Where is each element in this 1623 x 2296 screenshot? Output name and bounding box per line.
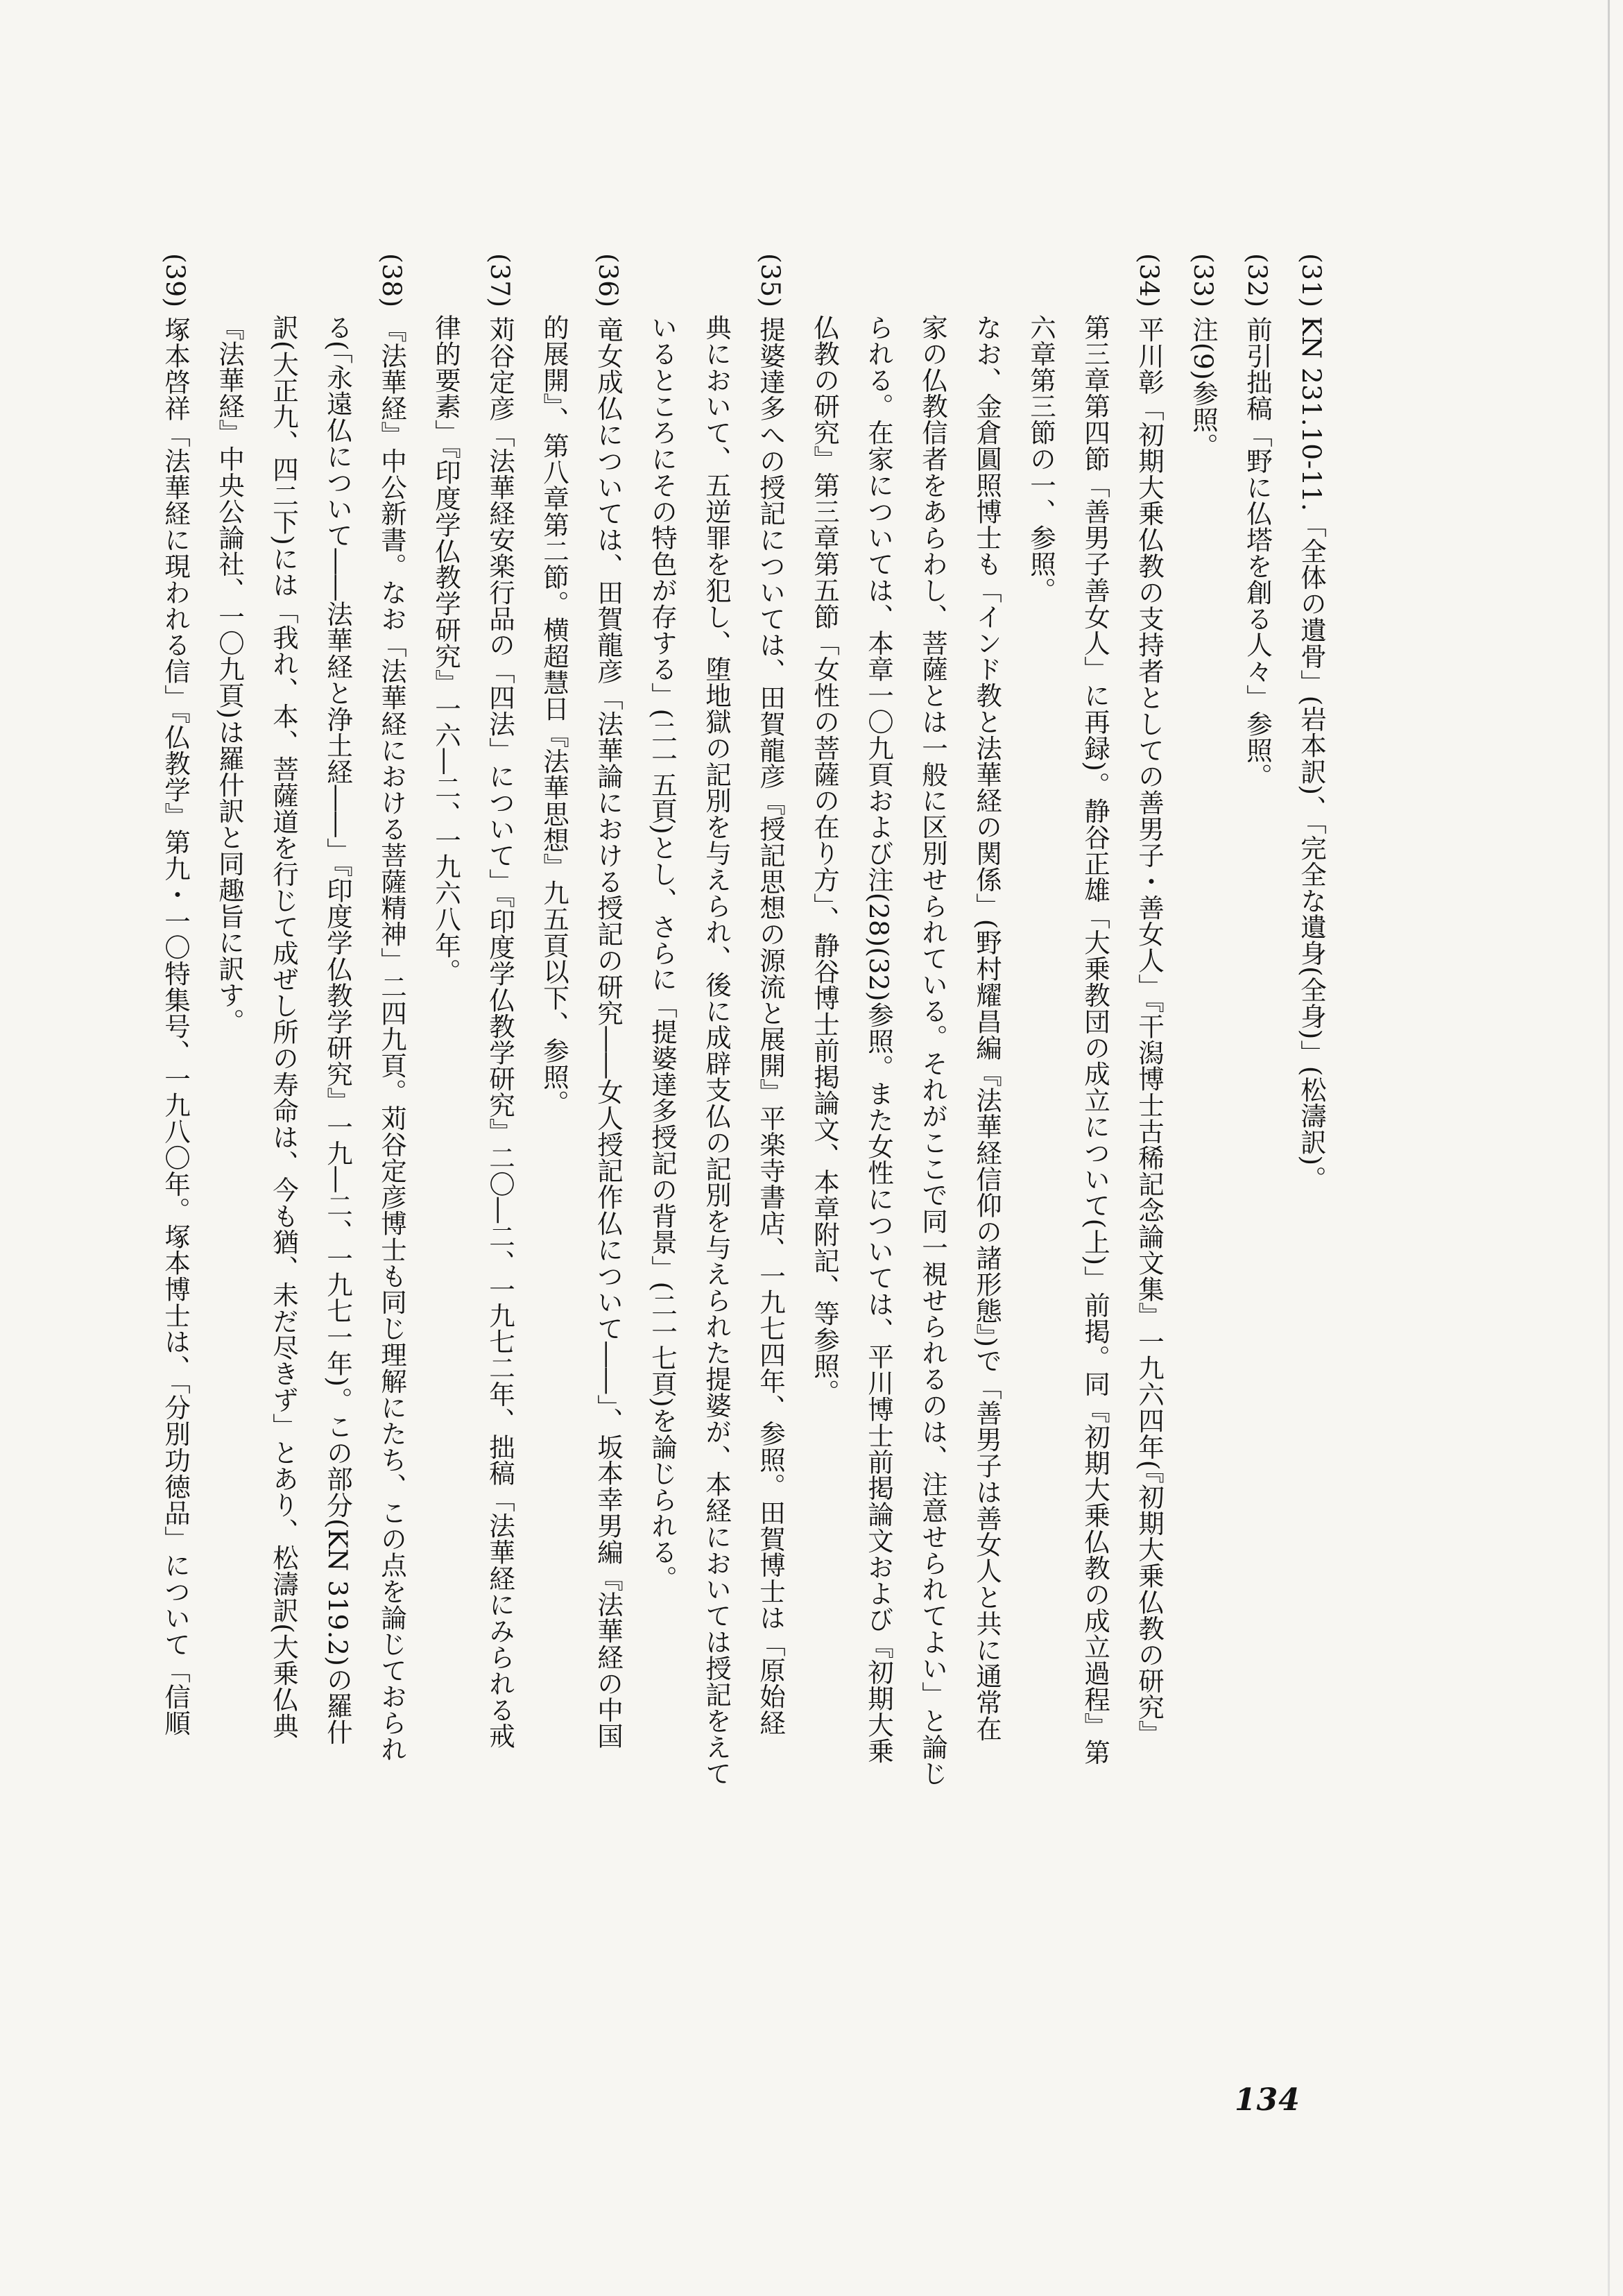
note-line: 『法華経』中央公論社、一〇九頁)は羅什訳と同趣旨に訳す。: [214, 314, 245, 1035]
page-number: 134: [1235, 2082, 1300, 2118]
endnote-31: [1285, 253, 1339, 2126]
endnote-35: [635, 253, 798, 2126]
note-line: 的展開』、第八章第二節。横超慧日『法華思想』九五頁以下、参照。: [539, 314, 569, 1117]
note-line: (36) 竜女成仏については、田賀龍彦「法華論における授記の研究――女人授記作仏について――」、坂本幸男編『法華経の中国: [593, 253, 624, 1749]
note-line: (31) KN 231.10-11.「全体の遺骨」(岩本訳)、「完全な遺身(全身)」(松濤訳)。: [1296, 253, 1327, 1192]
note-line: 家の仏教信者をあらわし、菩薩とは一般に区別せられている。それがここで同一視せられるのは、注意せられてよい」と論じ: [918, 314, 948, 1787]
note-line: いるところにその特色が存する」(二一五頁)とし、さらに「提婆達多授記の背景」(二一七頁)を論じられる。: [647, 314, 678, 1592]
note-line: 仏教の研究』第三章第五節「女性の菩薩の在り方」、静谷博士前掲論文、本章附記、等参照。: [809, 314, 840, 1406]
endnote-34: [798, 253, 1176, 2126]
endnote-32: [1230, 253, 1285, 2126]
note-line: られる。在家については、本章一〇九頁および注(28)(32)参照。また女性については、平川博士前掲論文および『初期大乗: [864, 314, 894, 1765]
endnote-38: [203, 253, 419, 2126]
endnotes-column-block: [132, 253, 1339, 2126]
note-line: 第三章第四節「善男子善女人」に再録)。静谷正雄「大乗教団の成立について(上)」前掲。同『初期大乗仏教の成立過程』第: [1080, 314, 1110, 1765]
endnote-33: [1176, 253, 1230, 2126]
note-line: る(「永遠仏について――法華経と浄土経――」『印度学仏教学研究』一九―二、一九七一年)。この部分(KN 319.2)の羅什: [323, 314, 353, 1746]
page-edge-line: [1608, 0, 1610, 2296]
note-line: (32) 前引拙稿「野に仏塔を創る人々」参照。: [1242, 253, 1273, 790]
note-line: 六章第三節の一、参照。: [1026, 314, 1056, 603]
note-line: (38) 『法華経』中公新書。なお「法華経における菩薩精神」二四九頁。苅谷定彦博士も同じ理解にたち、この点を論じておられ: [377, 253, 407, 1763]
endnote-39: [148, 253, 203, 2126]
note-line: (35) 提婆達多への授記については、田賀龍彦『授記思想の源流と展開』平楽寺書店、一九七四年、参照。田賀博士は「原始経: [755, 253, 786, 1736]
note-line: 律的要素」『印度学仏教学研究』一六―二、一九六八年。: [431, 314, 461, 985]
note-line: (39) 塚本啓祥「法華経に現われる信」『仏教学』第九・一〇特集号、一九八〇年。塚本博士は、「分別功徳品」について「信順: [160, 253, 191, 1736]
note-line: なお、金倉圓照博士も「インド教と法華経の関係」(野村耀昌編『法華経信仰の諸形態』)で「善男子は善女人と共に通常在: [972, 314, 1002, 1742]
note-line: 典において、五逆罪を犯し、堕地獄の記別を与えられ、後に成辟支仏の記別を与えられた提婆が、本経においては授記をえて: [701, 314, 732, 1787]
endnote-37: [419, 253, 527, 2126]
note-line: (33) 注(9)参照。: [1188, 253, 1219, 459]
note-line: (34) 平川彰「初期大乗仏教の支持者としての善男子・善女人」『干潟博士古稀記念論文集』一九六四年(『初期大乗仏教の研究』: [1134, 253, 1165, 1747]
note-line: (37) 苅谷定彦「法華経安楽行品の「四法」について」『印度学仏教学研究』二〇―二、一九七二年、拙稿「法華経にみられる戒: [485, 253, 515, 1749]
note-line: 訳(大正九、四二下)には「我れ、本、菩薩道を行じて成ぜし所の寿命は、今も猶、未だ尽きず」とあり、松濤訳(大乗仏典: [268, 314, 299, 1739]
endnote-36: [527, 253, 635, 2126]
